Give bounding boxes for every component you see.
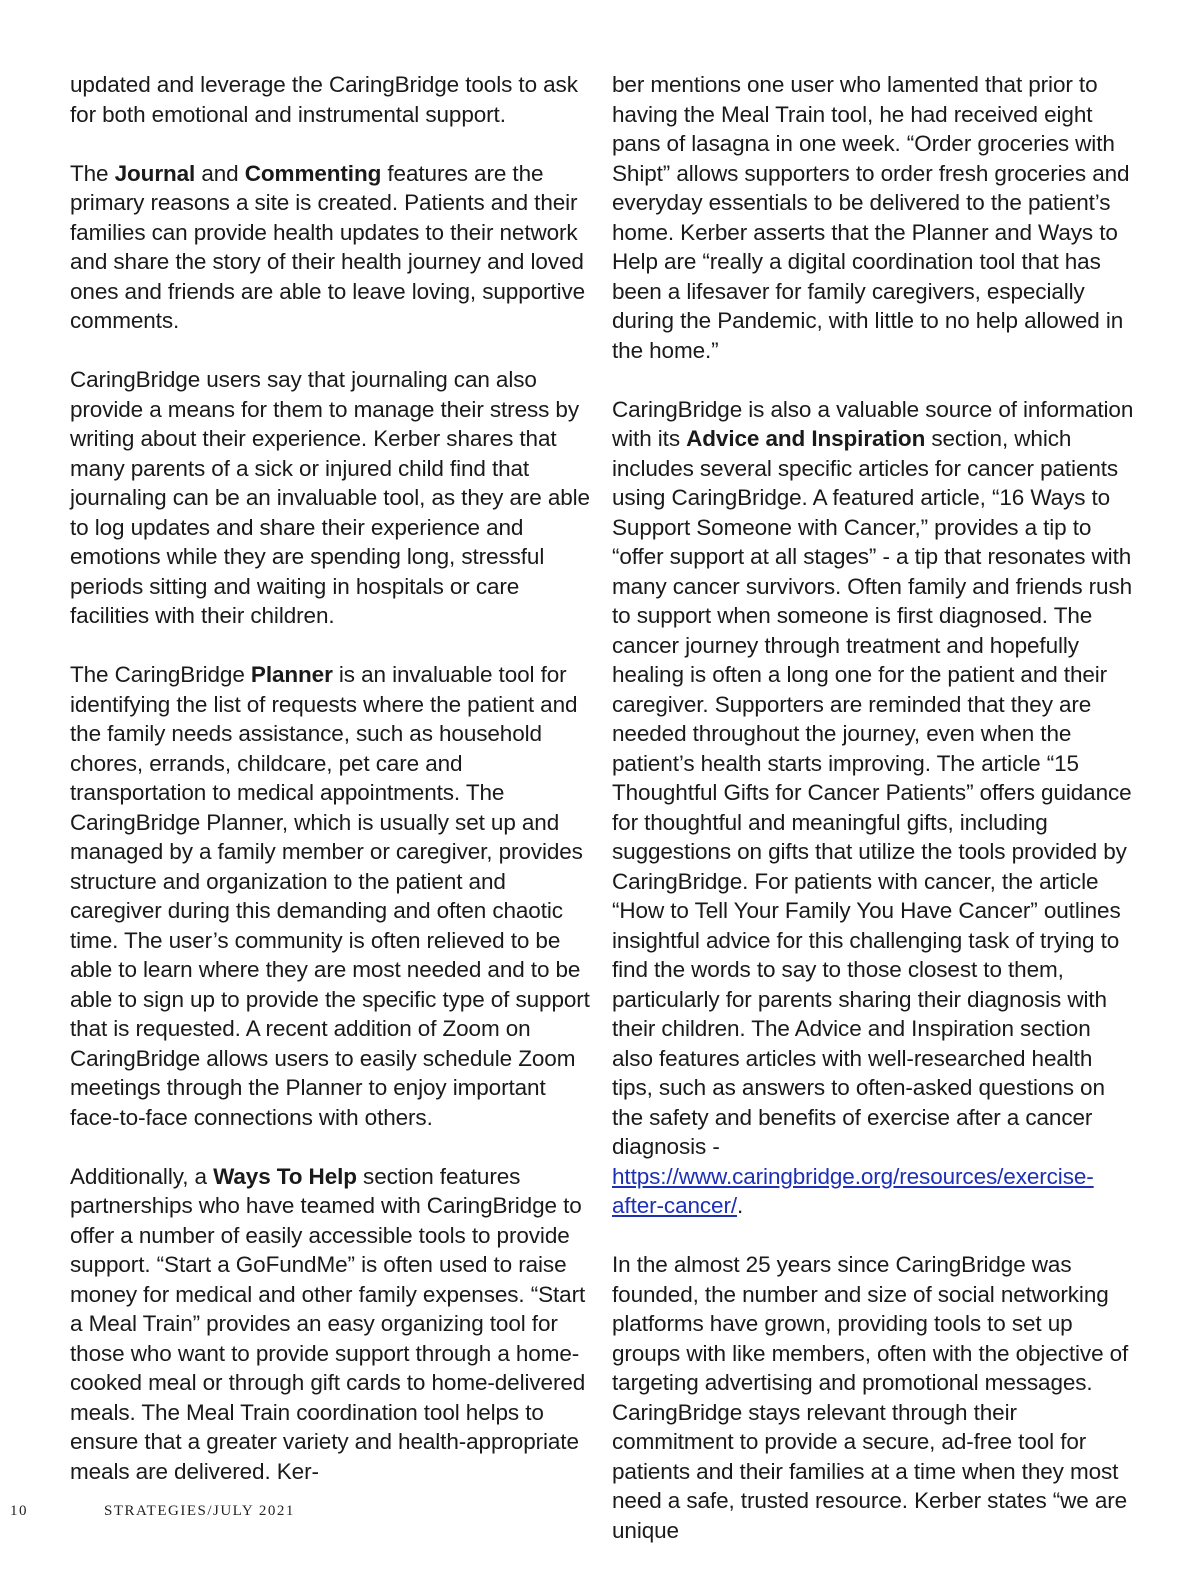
right-column [612, 70, 1134, 1575]
bold-term-advice-inspiration: Advice and Inspiration [686, 426, 926, 451]
paragraph-journaling [70, 365, 590, 631]
paragraph-text: Additionally, a [70, 1163, 214, 1189]
paragraph-planner [70, 660, 590, 1132]
paragraph-text: updated and leverage the CaringBridge tools to ask for both emotional and instrumental support. [70, 72, 578, 127]
paragraph-social-networking [612, 1250, 1134, 1545]
paragraph-ways-to-help [70, 1162, 590, 1487]
page-footer [0, 1503, 1200, 1527]
paragraph-text: The CaringBridge [70, 662, 251, 687]
left-column [70, 70, 590, 1516]
paragraph-text: is an invaluable tool for identifying the list of requests where the patient and the family needs assistance, such as household chores, errands, childcare, pet care and transportation to medical appointments. The CaringBridge Planner, which is usually set up and managed by a family member or caregiver, provides structure and organization to the patient and caregiver during this demanding and often chaotic time. The user’s community is often relieved to be able to learn where they are most needed and to be able to sign up to provide the specific type of support that is requested. A recent addition of Zoom on CaringBridge allows users to easily schedule Zoom meetings through the Planner to enjoy important face-to-face connections with others. [70, 662, 590, 1130]
publication-issue: STRATEGIES/JULY 2021 [104, 1503, 295, 1519]
paragraph-text: The [70, 160, 115, 186]
paragraph-text: CaringBridge users say that journaling can also provide a means for them to manage their stress by writing about their experience. Kerber shares that many parents of a sick or injured child find that journaling can be an invaluable tool, as they are able to log updates and share their experience and emotions while they are spending long, stressful periods sitting and waiting in hospitals or care facilities with their children. [70, 367, 590, 628]
paragraph-text: ber mentions one user who lamented that prior to having the Meal Train tool, he had received eight pans of lasagna in one week. “Order groceries with Shipt” allows supporters to order fresh groceries and everyday essentials to be delivered to the patient’s home. Kerber asserts that the Planner and Ways to Help are “really a digital coordination tool that has been a lifesaver for family caregivers, especially during the Pandemic, with little to no help allowed in the home.” [612, 72, 1130, 363]
paragraph-text: features are the primary reasons a site is created. Patients and their families can provide health updates to their network and share the story of their health journey and loved ones and friends are able to leave loving, supportive comments. [70, 160, 586, 333]
bold-term-ways-to-help: Ways To Help [213, 1163, 357, 1189]
paragraph-text: In the almost 25 years since CaringBridge was founded, the number and size of social networking platforms have grown, providing tools to set up groups with like members, often with the objective of targeting advertising and promotional messages. CaringBridge stays relevant through their commitment to provide a secure, ad-free tool for patients and their families at a time when they most need a safe, trusted resource. Kerber states “we are unique [612, 1252, 1129, 1543]
bold-term-journal: Journal [114, 160, 196, 186]
paragraph-advice-inspiration [612, 395, 1134, 1221]
bold-term-planner: Planner [250, 662, 333, 687]
page-number: 10 [10, 1503, 28, 1519]
paragraph-text: CaringBridge is also a valuable source of information with its [612, 396, 1134, 451]
paragraph-text: section, which includes several specific articles for cancer patients using CaringBridge. A featured article, “16 Ways to Support Someone with Cancer,” provides a tip to “offer support at all stages” - a tip that resonates with many cancer survivors. Often family and friends rush to support when someone is first diagnosed. The cancer journey through treatment and hopefully healing is often a long one for the patient and their caregiver. Supporters are reminded that they are needed throughout the journey, even when the patient’s health starts improving. The article “15 Thoughtful Gifts for Cancer Patients” offers guidance for thoughtful and meaningful gifts, including suggestions on gifts that utilize the tools provided by CaringBridge. For patients with cancer, the article “How to Tell Your Family You Have Cancer” outlines insightful advice for this challenging task of trying to find the words to say to those closest to them, particularly for parents sharing their diagnosis with their children. The Advice and Inspiration section also features articles with well-researched health tips, such as answers to often-asked questions on the safety and benefits of exercise after a cancer diagnosis - [612, 426, 1133, 1159]
paragraph-journal-commenting [70, 159, 590, 336]
paragraph-intro-continued [70, 70, 590, 129]
bold-term-commenting: Commenting [244, 160, 382, 186]
exercise-after-cancer-link[interactable]: https://www.caringbridge.org/resources/exercise-after-cancer/ [612, 1163, 1094, 1218]
paragraph-text: . [737, 1193, 744, 1218]
paragraph-meal-train-continued [612, 70, 1134, 365]
paragraph-text: section features partnerships who have teamed with CaringBridge to offer a number of easily accessible tools to provide support. “Start a GoFundMe” is often used to raise money for medical and other family expenses. “Start a Meal Train” provides an easy organizing tool for those who want to provide support through a home-cooked meal or through gift cards to home-delivered meals. The Meal Train coordination tool helps to ensure that a greater variety and health-appropriate meals are delivered. Ker- [70, 1163, 586, 1484]
paragraph-text: and [195, 160, 245, 186]
